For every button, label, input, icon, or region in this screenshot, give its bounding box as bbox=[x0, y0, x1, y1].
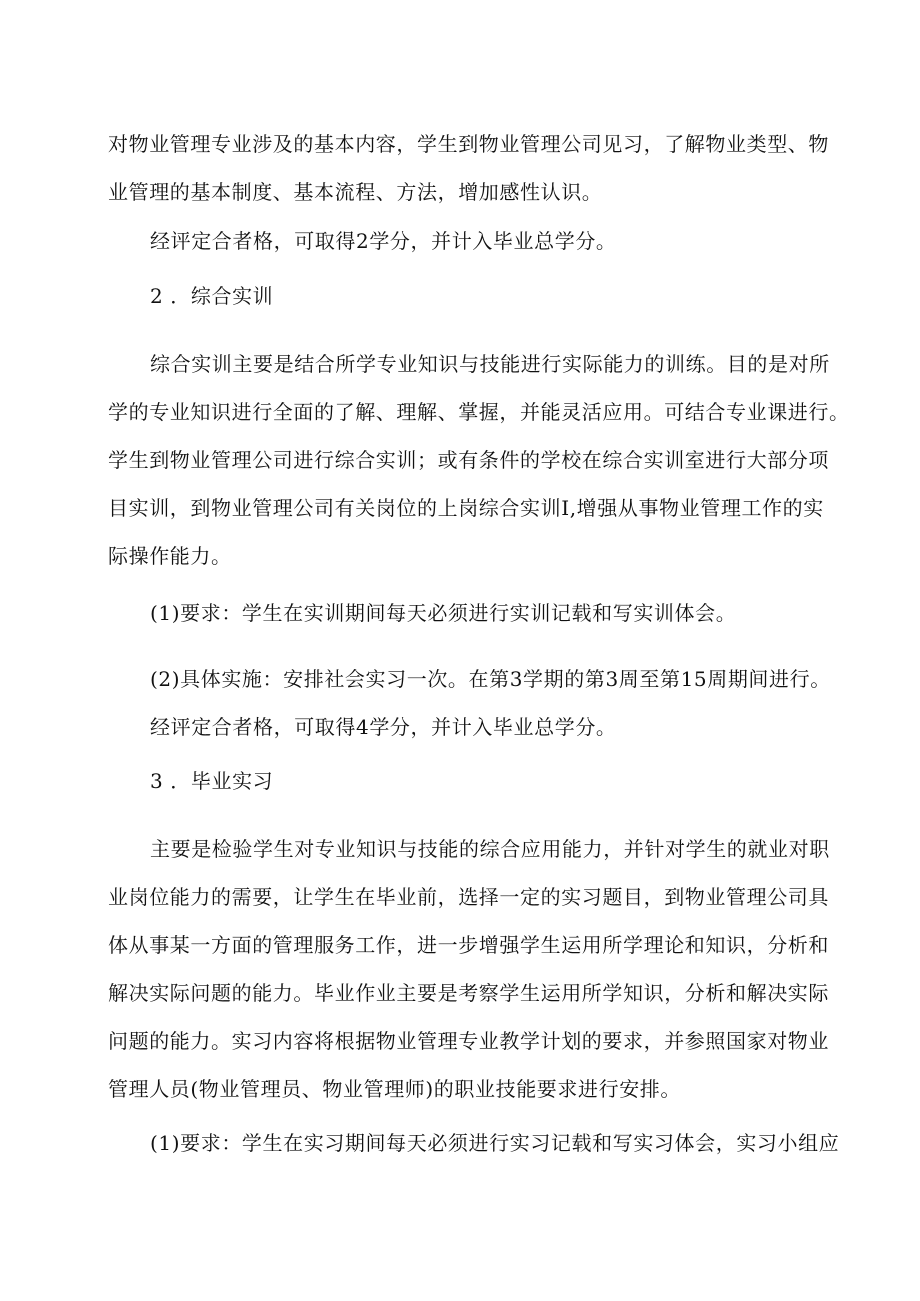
text-line: 业岗位能力的需要，让学生在毕业前，选择一定的实习题目，到物业管理公司具 bbox=[108, 885, 829, 909]
paragraph-training-implementation: (2)具体实施：安排社会实习一次。在第3学期的第3周至第15周期间进行。 bbox=[150, 667, 831, 691]
paragraph-internship-requirement: (1)要求：学生在实习期间每天必须进行实习记载和写实习体会，实习小组应 bbox=[150, 1131, 840, 1155]
text-line: 主要是检验学生对专业知识与技能的综合应用能力，并针对学生的就业对职 bbox=[150, 837, 830, 861]
paragraph-training-requirement: (1)要求：学生在实训期间每天必须进行实训记载和写实训体会。 bbox=[150, 601, 737, 625]
text-line: 学的专业知识进行全面的了解、理解、掌握，并能灵活应用。可结合专业课进行。 bbox=[108, 400, 850, 424]
text-line: 对物业管理专业涉及的基本内容，学生到物业管理公司见习，了解物业类型、物 bbox=[108, 132, 829, 156]
paragraph-credit-2: 经评定合者格，可取得2学分，并计入毕业总学分。 bbox=[150, 229, 617, 253]
paragraph-credit-4: 经评定合者格，可取得4学分，并计入毕业总学分。 bbox=[150, 715, 617, 739]
text-line: 解决实际问题的能力。毕业作业主要是考察学生运用所学知识，分析和解决实际 bbox=[108, 981, 829, 1005]
text-line: 目实训，到物业管理公司有关岗位的上岗综合实训I,增强从事物业管理工作的实 bbox=[108, 496, 824, 520]
text-line: 际操作能力。 bbox=[108, 544, 232, 568]
text-line: 问题的能力。实习内容将根据物业管理专业教学计划的要求，并参照国家对物业 bbox=[108, 1029, 829, 1053]
text-line: 综合实训主要是结合所学专业知识与技能进行实际能力的训练。目的是对所 bbox=[150, 352, 830, 376]
section-heading-graduation-internship: 3 ．毕业实习 bbox=[150, 769, 274, 793]
text-line: 学生到物业管理公司进行综合实训；或有条件的学校在综合实训室进行大部分项 bbox=[108, 448, 829, 472]
section-heading-comprehensive-training: 2 ．综合实训 bbox=[150, 284, 274, 308]
text-line: 体从事某一方面的管理服务工作，进一步增强学生运用所学理论和知识，分析和 bbox=[108, 933, 829, 957]
text-line: 业管理的基本制度、基本流程、方法，增加感性认识。 bbox=[108, 180, 603, 204]
text-line: 管理人员(物业管理员、物业管理师)的职业技能要求进行安排。 bbox=[108, 1077, 682, 1101]
